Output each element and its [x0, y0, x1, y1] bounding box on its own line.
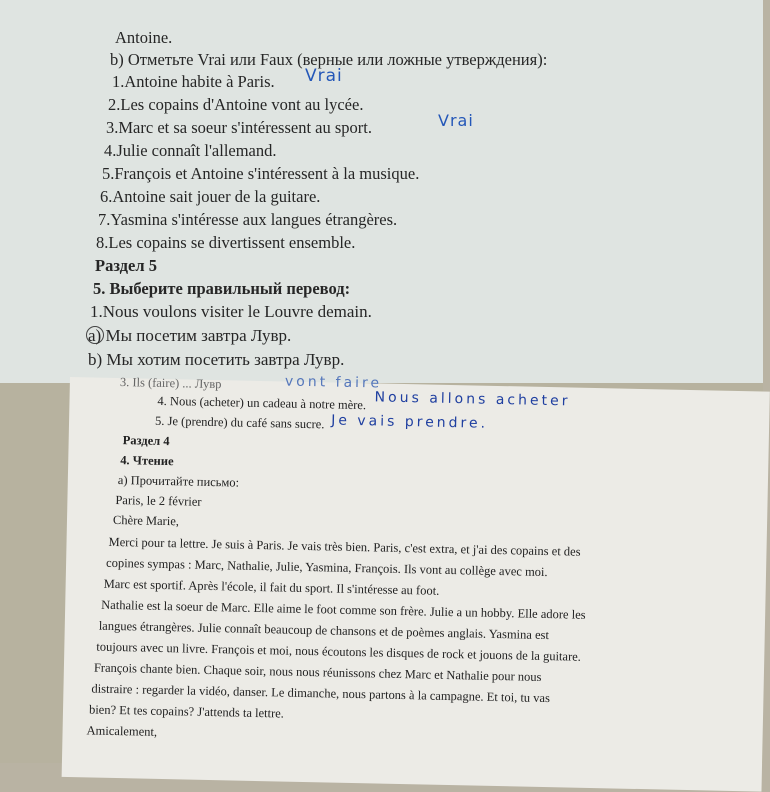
statement-2: 2.Les copains d'Antoine vont au lycée. [108, 95, 364, 114]
exercise-4: 4. Nous (acheter) un cadeau à notre mère. [157, 393, 367, 413]
exercise-5-sentence: 1.Nous voulons visiter le Louvre demain. [90, 302, 372, 321]
letter-date: Paris, le 2 février [115, 492, 202, 509]
worksheet-photo-bottom [0, 373, 763, 763]
text-line: Antoine. [115, 28, 173, 47]
handwritten-answer-5: Je vais prendre. [330, 412, 489, 432]
statement-3: 3.Marc et sa soeur s'intéressent au sport. [106, 118, 372, 137]
option-a: a) Мы посетим завтра Лувр. [88, 326, 292, 345]
statement-1: 1.Antoine habite à Paris. [112, 72, 275, 91]
statement-6: 6.Antoine sait jouer de la guitare. [100, 187, 321, 206]
section-title: Раздел 5 [95, 256, 157, 275]
statement-5: 5.François et Antoine s'intéressent à la musique. [102, 164, 420, 183]
section-title: Раздел 4 [122, 433, 170, 449]
exercise-5: 5. Je (prendre) du café sans sucre. [154, 413, 325, 432]
exercise-b-instruction: b) Отметьте Vrai или Faux (верные или ложные утверждения): [110, 50, 548, 69]
reading-instruction: а) Прочитайте письмо: [117, 473, 240, 490]
letter-line-4: Nathalie est la soeur de Marc. Elle aime le foot comme son frère. Julie a un hobby. Elle adore les [101, 597, 586, 622]
option-b: b) Мы хотим посетить завтра Лувр. [88, 350, 345, 369]
letter-line-6: toujours avec un livre. François et moi, nous écoutons les disques de rock et jouons de la guitare. [96, 639, 582, 664]
statement-4: 4.Julie connaît l'allemand. [104, 141, 277, 160]
letter-line-3: Marc est sportif. Après l'école, il fait du sport. Il s'intéresse au foot. [103, 576, 440, 598]
paper-sheet [62, 373, 770, 792]
letter-line-2: copines sympas : Marc, Nathalie, Julie, Yasmina, François. Ils vont au collège avec moi. [105, 555, 548, 580]
letter-line-8: distraire : regarder la vidéo, danser. Le dimanche, nous partons à la campagne. Et toi, tu vas [91, 681, 551, 706]
cut-off-line: 3. Ils (faire) ... Лувр [119, 375, 222, 392]
handwritten-answer-1: Vrai [305, 66, 343, 86]
handwritten-answer-4: Nous allons acheter [374, 389, 571, 410]
letter-line-7: François chante bien. Chaque soir, nous nous réunissons chez Marc et Nathalie pour nous [93, 660, 542, 684]
letter-greeting: Chère Marie, [112, 512, 180, 529]
cut-off-handwriting: vont faire [284, 373, 383, 392]
letter-line-5: langues étrangères. Julie connaît beaucoup de chansons et de poèmes anglais. Yasmina est [98, 618, 550, 643]
handwritten-answer-3: Vrai [438, 111, 474, 130]
letter-closing: Amicalement, [86, 723, 158, 739]
exercise-5-heading: 5. Выберите правильный перевод: [93, 279, 351, 298]
reading-heading: 4. Чтение [120, 453, 174, 469]
letter-line-9: bien? Et tes copains? J'attends ta lettre. [88, 702, 285, 721]
worksheet-photo-top [0, 0, 763, 383]
letter-line-1: Merci pour ta lettre. Je suis à Paris. Je vais très bien. Paris, c'est extra, et j'ai des copains et des [108, 534, 581, 559]
statement-8: 8.Les copains se divertissent ensemble. [96, 233, 356, 252]
statement-7: 7.Yasmina s'intéresse aux langues étrangères. [98, 210, 398, 229]
